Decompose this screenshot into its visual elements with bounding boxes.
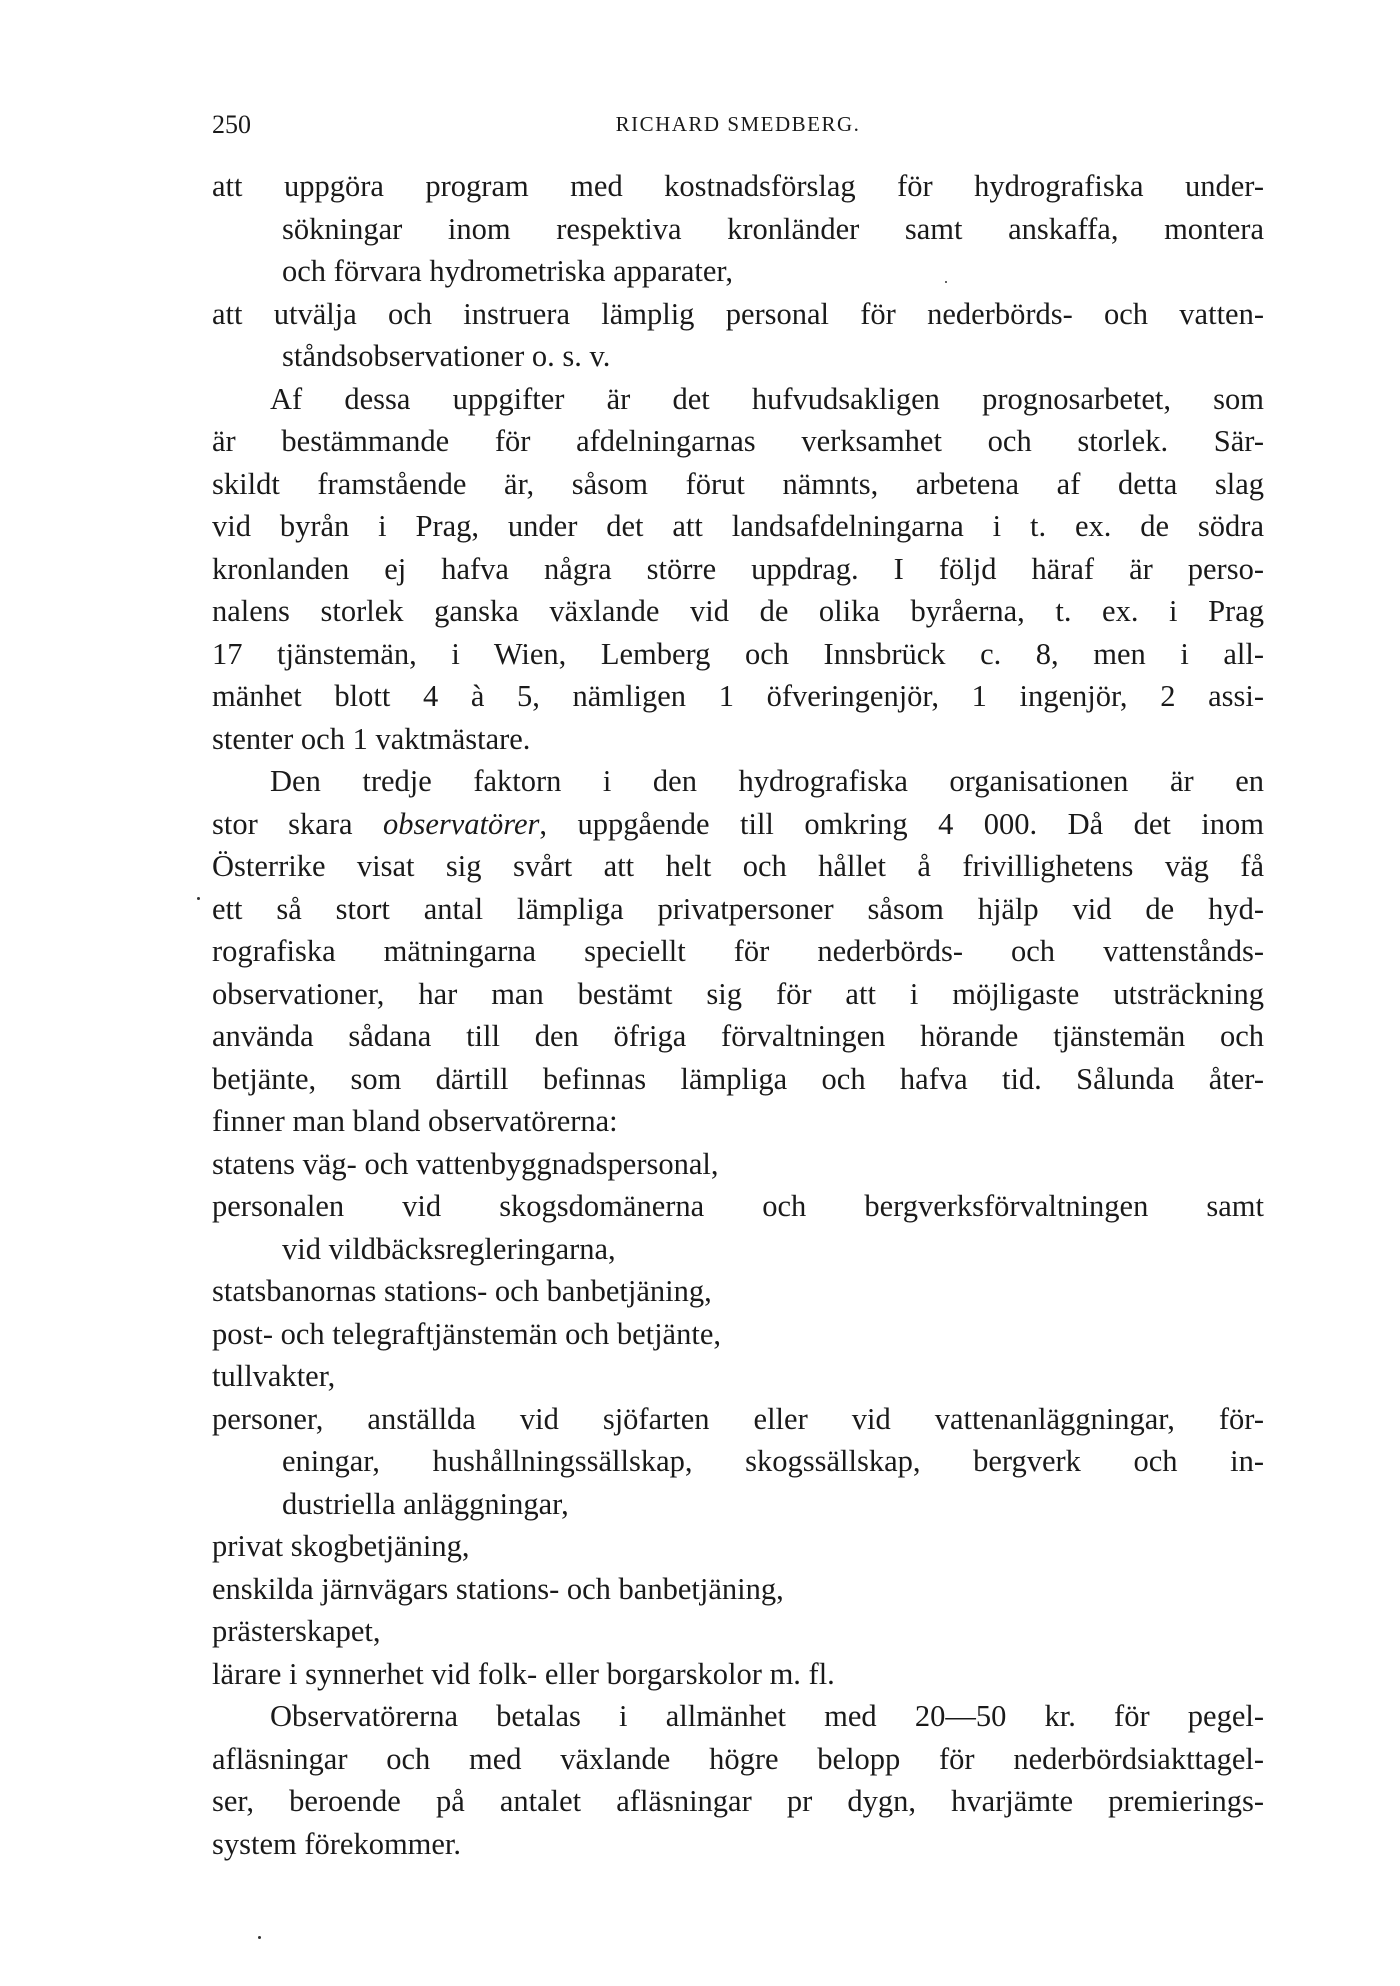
text-line: system förekommer. (212, 1826, 462, 1861)
text-line: personalen vid skogsdomänerna och bergverksförvaltningen samt (212, 1189, 1264, 1223)
text-line: prästerskapet, (212, 1614, 381, 1648)
print-speck (945, 281, 947, 283)
text-line: statsbanornas stations- och banbetjäning, (212, 1274, 712, 1308)
print-speck (258, 1936, 261, 1939)
text-line: dustriella anläggningar, (282, 1486, 569, 1521)
text-line: stenter och 1 vaktmästare. (212, 721, 531, 756)
text-line: Observatörerna betalas i allmänhet med 20—50 kr. för pegel- (270, 1699, 1264, 1733)
text-line: Af dessa uppgifter är det hufvudsakligen prognosarbetet, som (270, 381, 1264, 416)
text-line: mänhet blott 4 à 5, nämligen 1 öfveringenjör, 1 ingenjör, 2 assi- (212, 679, 1264, 713)
page-number: 250 (212, 110, 251, 139)
text-line: skildt framstående är, såsom förut nämnts, arbetena af detta slag (212, 466, 1264, 501)
text-line: ett så stort antal lämpliga privatpersoner såsom hjälp vid de hyd- (212, 891, 1264, 926)
page-header (212, 110, 1264, 140)
emphasized-term: observatörer (382, 806, 540, 841)
text-line: och förvara hydrometriska apparater, (282, 254, 733, 288)
text-line: använda sådana till den öfriga förvaltningen hörande tjänstemän och (212, 1019, 1264, 1053)
text-line: rografiska mätningarna speciellt för nederbörds- och vattenstånds- (212, 934, 1264, 968)
text-line: vid byrån i Prag, under det att landsafdelningarna i t. ex. de södra (212, 509, 1264, 543)
running-head: RICHARD SMEDBERG. (615, 112, 861, 136)
text-line: är bestämmande för afdelningarnas verksamhet och storlek. Sär- (212, 424, 1264, 458)
text-line: kronlanden ej hafva några större uppdrag. I följd häraf är perso- (212, 551, 1264, 586)
text-line: post- och telegraftjänstemän och betjänte, (212, 1316, 721, 1351)
text-line: enskilda järnvägars stations- och banbetjäning, (212, 1571, 784, 1606)
text-line: Den tredje faktorn i den hydrografiska organisationen är en (270, 764, 1264, 798)
text-segment: stor skara (212, 806, 383, 841)
text-line: sökningar inom respektiva kronländer samt anskaffa, montera (282, 211, 1264, 246)
text-line (212, 803, 1264, 846)
text-line: vid vildbäcksregleringarna, (282, 1231, 616, 1266)
text-line: 17 tjänstemän, i Wien, Lemberg och Innsbrück c. 8, men i all- (212, 636, 1264, 671)
text-line: nalens storlek ganska växlande vid de olika byråerna, t. ex. i Prag (212, 594, 1264, 628)
text-line: ser, beroende på antalet afläsningar pr dygn, hvarjämte premierings- (212, 1784, 1264, 1818)
text-line: betjänte, som därtill befinnas lämpliga och hafva tid. Sålunda åter- (212, 1061, 1264, 1096)
text-line: afläsningar och med växlande högre belopp för nederbördsiakttagel- (212, 1741, 1264, 1776)
text-line: statens väg- och vattenbyggnadspersonal, (212, 1146, 719, 1181)
print-speck (197, 897, 200, 900)
text-line: lärare i synnerhet vid folk- eller borgarskolor m. fl. (212, 1656, 835, 1691)
text-line: att utvälja och instruera lämplig personal för nederbörds- och vatten- (212, 296, 1264, 331)
text-line: Österrike visat sig svårt att helt och hållet å frivillighetens väg få (212, 849, 1264, 883)
body-text (212, 165, 1264, 1865)
text-line: personer, anställda vid sjöfarten eller vid vattenanläggningar, för- (212, 1401, 1264, 1436)
text-line: finner man bland observatörerna: (212, 1104, 618, 1138)
text-line: tullvakter, (212, 1359, 336, 1393)
text-segment: , uppgående till omkring 4 000. Då det inom (539, 806, 1264, 841)
text-line: att uppgöra program med kostnadsförslag för hydrografiska under- (212, 169, 1264, 203)
text-line: privat skogbetjäning, (212, 1529, 470, 1563)
text-line: observationer, har man bestämt sig för att i möjligaste utsträckning (212, 976, 1264, 1011)
text-line: eningar, hushållningssällskap, skogssällskap, bergverk och in- (282, 1444, 1264, 1478)
text-line: ståndsobservationer o. s. v. (282, 339, 611, 373)
